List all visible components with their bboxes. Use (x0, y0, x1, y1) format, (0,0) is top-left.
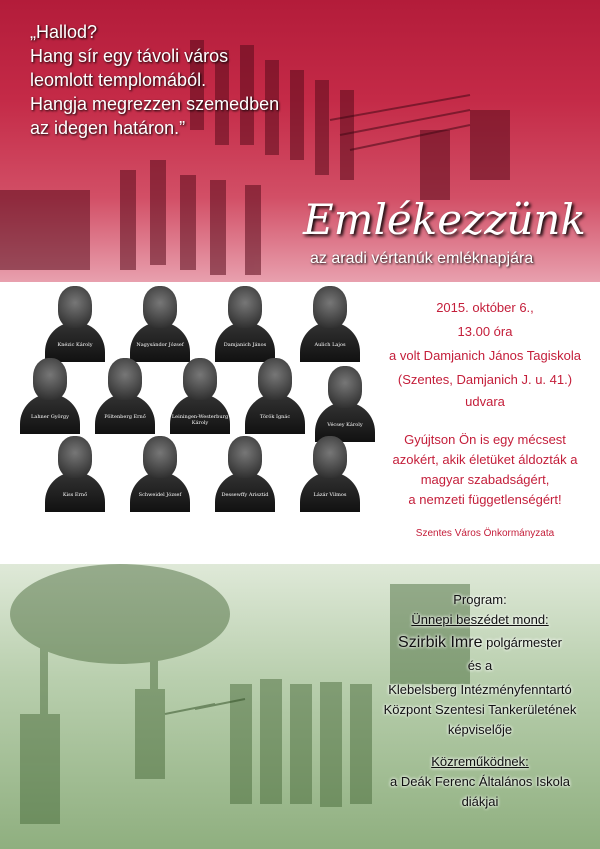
program-section (0, 564, 600, 849)
portrait (40, 432, 110, 512)
portrait (165, 354, 235, 434)
speaker-name: Szirbik Imre (398, 634, 483, 651)
appeal-line: a nemzeti függetlenségért! (408, 492, 562, 507)
contributors-line: a Deák Ferenc Általános Iskola (390, 774, 570, 789)
portrait-caption: Knézic Károly (57, 342, 93, 348)
appeal-line: Gyújtson Ön is egy mécsest (404, 432, 566, 447)
speech-heading: Ünnepi beszédet mond: (411, 612, 549, 627)
event-place-detail: udvara (465, 394, 505, 409)
portrait (15, 354, 85, 434)
portrait (125, 282, 195, 362)
event-place: a volt Damjanich János Tagiskola (389, 348, 581, 363)
poem-quote (30, 20, 279, 140)
event-date: 2015. október 6., (436, 300, 534, 315)
event-address: (Szentes, Damjanich J. u. 41.) (397, 372, 573, 387)
portrait (210, 282, 280, 362)
portrait-caption: Pöltenberg Ernő (104, 414, 146, 420)
portrait-caption: Vécsey Károly (327, 422, 363, 428)
quote-line: Hang sír egy távoli város (30, 46, 229, 66)
portrait-caption: Nagysándor József (136, 342, 184, 348)
quote-line: Hangja megrezzen szemedben (30, 94, 280, 114)
speaker-role: polgármester (486, 635, 562, 650)
portrait (210, 432, 280, 512)
contributors-line: diákjai (461, 794, 499, 809)
portrait (295, 432, 365, 512)
contributors-heading: Közreműködnek: (431, 754, 529, 769)
portrait-caption: Damjanich János (223, 342, 267, 348)
appeal-line: magyar szabadságért, (420, 472, 550, 487)
header-banner (0, 0, 600, 282)
appeal-line: azokért, akik életüket áldozták a (392, 452, 578, 467)
portrait-caption: Aulich Lajos (314, 342, 346, 348)
event-time: 13.00 óra (457, 324, 513, 339)
portrait-caption: Dessewffy Arisztid (221, 492, 269, 498)
portrait-caption: Török Ignác (259, 414, 291, 420)
martyrs-portrait-collage (10, 282, 380, 564)
portrait (125, 432, 195, 512)
conjunction: és a (467, 658, 493, 673)
org-line: Központ Szentesi Tankerületének (383, 702, 577, 717)
portrait-caption: Schweidel József (138, 492, 182, 498)
portrait (40, 282, 110, 362)
page-title: Emlékezzünk (303, 195, 586, 244)
page-subtitle: az aradi vértanúk emléknapjára (310, 250, 534, 267)
program-title: Program: (453, 592, 507, 607)
quote-line: leomlott templomából. (30, 70, 207, 90)
speaker-line (360, 634, 600, 652)
org-line: Klebelsberg Intézményfenntartó (388, 682, 572, 697)
portrait (240, 354, 310, 434)
portrait (295, 282, 365, 362)
org-line: képviselője (447, 722, 513, 737)
portrait-caption: Lahner György (31, 414, 69, 420)
portrait (90, 354, 160, 434)
organizer: Szentes Város Önkormányzata (415, 528, 555, 539)
portrait-caption: Leiningen-Westerburg Károly (171, 414, 229, 426)
portrait-caption: Kiss Ernő (62, 492, 88, 498)
portrait-caption: Lázár Vilmos (313, 492, 347, 498)
info-section (0, 282, 600, 564)
quote-line: az idegen határon.” (30, 118, 186, 138)
quote-line: „Hallod? (30, 22, 98, 42)
